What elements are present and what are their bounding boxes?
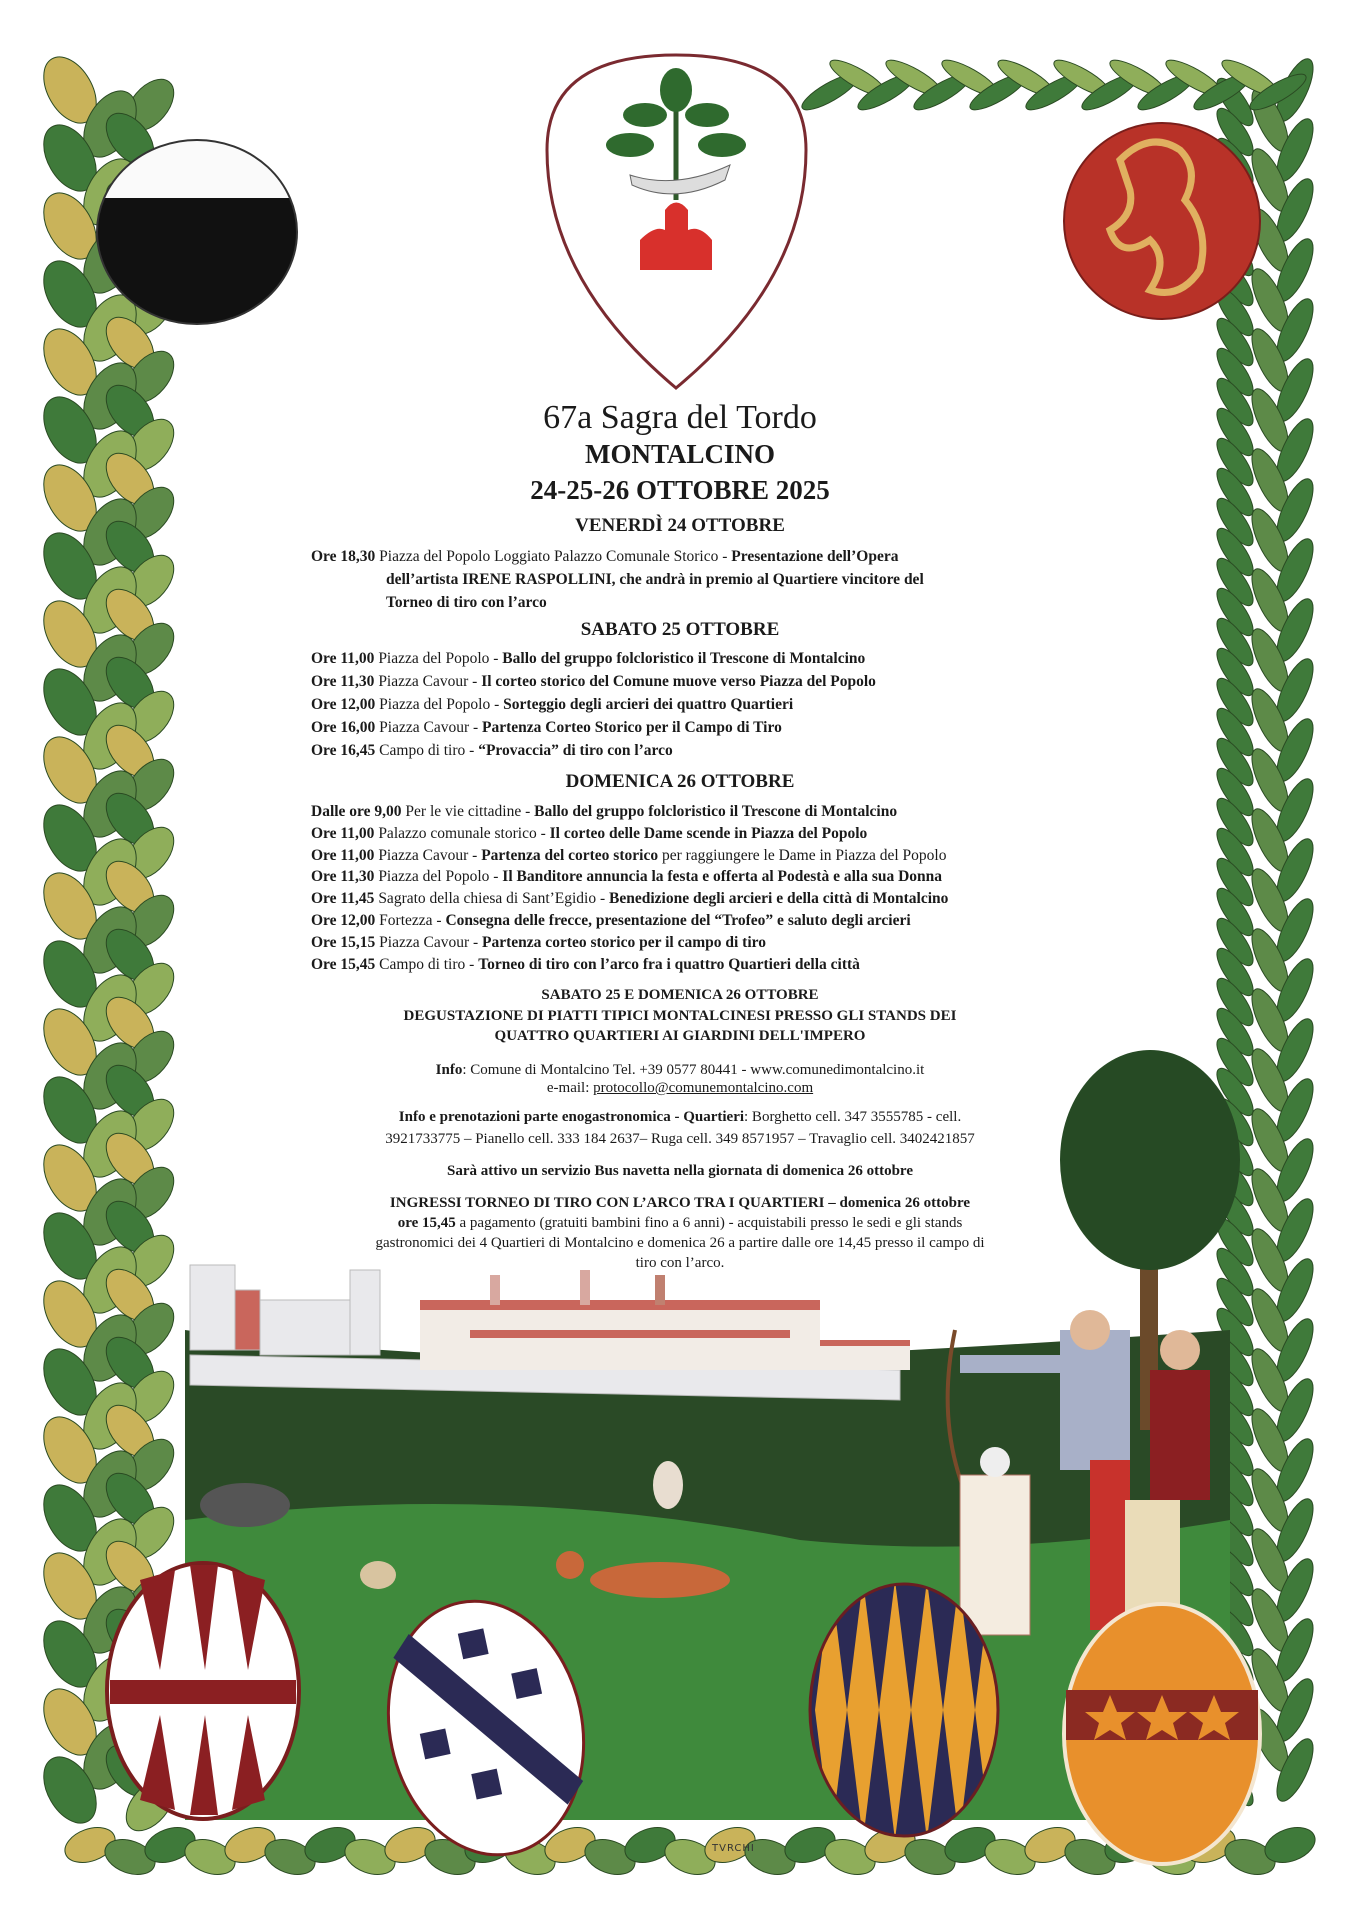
info-contact: Info: Comune di Montalcino Tel. +39 0577 80441 - www.comunedimontalcino.it e-mail: protocollo@comunemontalcino.com <box>435 1062 925 1096</box>
schedule-item: Ore 16,00 Piazza Cavour - Partenza Corteo Storico per il Campo di Tiro <box>311 719 782 736</box>
montalcino-coat-of-arms <box>547 55 806 388</box>
schedule-item: Ore 11,30 Piazza Cavour - Il corteo storico del Comune muove verso Piazza del Popolo <box>311 673 876 690</box>
hare <box>360 1561 396 1589</box>
schedule-item: Ore 11,00 Piazza Cavour - Partenza del corteo storico per raggiungere le Dame in Piazza del Popolo <box>311 846 947 864</box>
bus-notice: Sarà attivo un servizio Bus navetta nella giornata di domenica 26 ottobre <box>447 1163 913 1179</box>
bird <box>653 1461 683 1509</box>
schedule-list-sunday <box>311 801 1051 975</box>
booking-info: Info e prenotazioni parte enogastronomica - Quartieri: Borghetto cell. 347 3555785 - cell. 3921733775 – Pianello cell. 333 184 2637– Ruga cell. 349 8571957 – Travaglio cell. 3402421857 <box>385 1109 975 1147</box>
event-title: 67a Sagra del Tordo <box>543 399 817 436</box>
schedule-item: Ore 11,00 Palazzo comunale storico - Il corteo delle Dame scende in Piazza del Popolo <box>311 824 868 842</box>
tasting-notice: SABATO 25 E DOMENICA 26 OTTOBRE DEGUSTAZIONE DI PIATTI TIPICI MONTALCINESI PRESSO GLI STANDS DEI QUATTRO QUARTIERI AI GIARDINI DELL'IMPERO <box>403 987 957 1044</box>
schedule-item: Ore 11,00 Piazza del Popolo - Ballo del gruppo folcloristico il Trescone di Montalcino <box>311 650 866 667</box>
day-heading-sunday: DOMENICA 26 OTTOBRE <box>565 771 795 792</box>
schedule-list-saturday <box>311 647 1051 762</box>
schedule-item: Ore 15,45 Campo di tiro - Torneo di tiro con l’arco fra i quattro Quartieri della città <box>311 955 860 973</box>
day-heading-saturday: SABATO 25 OTTOBRE <box>580 619 780 640</box>
schedule-item: Ore 12,00 Piazza del Popolo - Sorteggio degli arcieri dei quattro Quartieri <box>311 696 794 713</box>
town <box>420 1270 910 1370</box>
day-heading-friday: VENERDÌ 24 OTTOBRE <box>575 515 785 536</box>
artist-signature: TVRCHI <box>712 1843 755 1854</box>
schedule-item: Ore 15,15 Piazza Cavour - Partenza corteo storico per il campo di tiro <box>311 933 766 951</box>
quartiere-shield-travaglio <box>1064 1604 1260 1864</box>
event-dates: 24-25-26 OTTOBRE 2025 <box>530 475 830 505</box>
schedule-item: Ore 16,45 Campo di tiro - “Provaccia” di tiro con l’arco <box>311 742 673 759</box>
schedule-item: Ore 12,00 Fortezza - Consegna delle frecce, presentazione del “Trofeo” e saluto degli arcieri <box>311 911 911 929</box>
schedule-item: Ore 11,30 Piazza del Popolo - Il Banditore annuncia la festa e offerta al Podestà e alla sua Donna <box>311 868 943 886</box>
schedule-item: Ore 18,30 Piazza del Popolo Loggiato Palazzo Comunale Storico - Presentazione dell’Opera dell’artista IRENE RASPOLLINI, che andrà in premio al Quartiere vincitore del Torneo di tiro con l’arco <box>311 548 924 611</box>
quartiere-shield-borghetto <box>107 1563 299 1819</box>
email-link[interactable]: protocollo@comunemontalcino.com <box>593 1080 814 1096</box>
boar <box>200 1483 290 1527</box>
schedule-item: Dalle ore 9,00 Per le vie cittadine - Ballo del gruppo folcloristico il Trescone di Montalcino <box>311 803 898 820</box>
schedule-item: Ore 11,45 Sagrato della chiesa di Sant’Egidio - Benedizione degli arcieri e della città di Montalcino <box>311 890 949 908</box>
lion-shield <box>1064 123 1260 319</box>
tickets-info: INGRESSI TORNEO DI TIRO CON L’ARCO TRA I QUARTIERI – domenica 26 ottobre ore 15,45 a pagamento (gratuiti bambini fino a 6 anni) - acquistabili presso le sedi e gli stands gastronomici dei 4 Quartieri di Montalcino e domenica 26 a partire dalle ore 14,45 presso il campo di tiro con l’arco. <box>375 1195 985 1271</box>
event-city: MONTALCINO <box>584 439 775 469</box>
